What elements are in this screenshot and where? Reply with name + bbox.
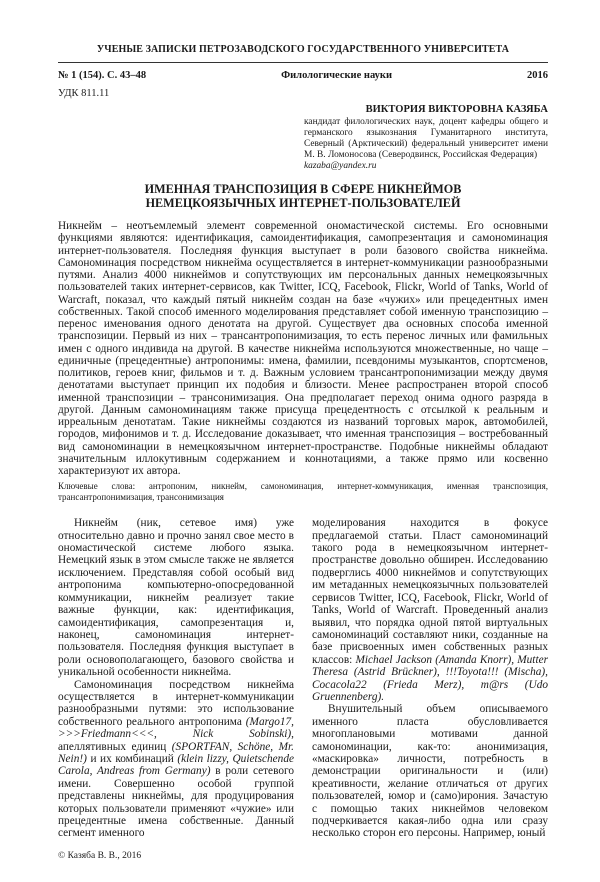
section-name: Филологические науки [281, 70, 393, 81]
example: (SPORTFAN, Schöne, Mr. Nein!) [58, 740, 294, 765]
text: моделирования находится в фокусе предлагаемой статьи. Пласт самономинаций такого рода в немецкоязычном интернет-пространстве довольно обширен. Исследованию подверглись 4000 никнеймов и сопутствующих им метаданных немецкоязычных пользователей сервисов Twitter, ICQ, Facebook, Flickr, World of Tanks, World of Warcraft. Проведенный анализ выявил, что порядка одной пятой виртуальных самономинаций составляют ники, созданные на базе присвоенных имен собственных разных классов: [312, 517, 548, 666]
header-divider [58, 62, 548, 63]
issue-info-row [58, 69, 548, 82]
article-title [58, 182, 548, 210]
author-affiliation-block [304, 117, 548, 172]
body-columns [58, 517, 548, 862]
paragraph: Никнейм (ник, сетевое имя) уже относительно давно и прочно занял свое место в ономастической системе любого языка. Немецкий язык в этом смысле также не является исключением. Представляя собой особый вид антропонима компьютерно-опосредованной коммуникации, никнейм реализует такие важные функции, как: идентификация, самоидентификация, самопрезентация и, наконец, самономинация интернет-пользователя. Последняя функция выступает в роли основополагающего, базового свойства и уникальной особенности никнейма. [58, 517, 294, 679]
text: и их комбинаций [86, 752, 178, 765]
example: (klein lizzy, Quietschende Carola, Andreas from Germany) [58, 752, 294, 778]
author-email[interactable]: kazaba@yandex.ru [304, 161, 377, 171]
paragraph [312, 517, 548, 703]
copyright: © Казяба В. В., 2016 [58, 850, 142, 861]
text: Самономинация посредством никнейма осуществляется в интернет-коммуникации разнообразными путями: это использование собственного реального антропонима [58, 678, 294, 728]
left-column [58, 517, 294, 862]
issue-number: № 1 (154). С. 43–48 [58, 70, 147, 81]
example: Michael Jackson (Amanda Knorr), Mutter Theresa (Astrid Brückner), !!!Toyota!!! (Mischa), Cocacola22 (Frieda Merz), m@rs (Udo Gruennenberg). [312, 653, 548, 703]
author-affiliation: кандидат филологических наук, доцент кафедры общего и германского языкознания Гуманитарного института, Северный (Арктический) федеральный университет имени М. В. Ломоносова (Северодвинск, Российская Федерация) [304, 117, 548, 160]
article-title-line-2: НЕМЕЦКОЯЗЫЧНЫХ ИНТЕРНЕТ-ПОЛЬЗОВАТЕЛЕЙ [145, 196, 461, 210]
author-block [304, 103, 548, 172]
text: в роли сетевого имени. Совершенно особой группой представлены никнеймы, для продуцирования которых пользователи применяют «чужие» или прецедентные имена собственные. Данный сегмент именного [58, 765, 294, 840]
author-name: ВИКТОРИЯ ВИКТОРОВНА КАЗЯБА [365, 104, 548, 115]
keywords: Ключевые слова: антропоним, никнейм, самономинация, интернет-коммуникация, именная транспозиция, трансантропонимизация, трансонимизация [58, 481, 548, 503]
paragraph: Внушительный объем описываемого именного пласта обусловливается многоплановыми мотивами данной самономинации, как-то: анонимизация, «маскировка» личности, потребность в демонстрации оригинальности и (или) креативности, желание отличаться от других пользователей, юмор и (само)ирония. Зачастую с помощью таких никнеймов человеком подчеркивается какая-либо одна или сразу несколько сторон его персоны. Например, юный [312, 703, 548, 840]
journal-title: УЧЕНЫЕ ЗАПИСКИ ПЕТРОЗАВОДСКОГО ГОСУДАРСТВЕННОГО УНИВЕРСИТЕТА [96, 44, 510, 55]
issue-year: 2016 [526, 70, 548, 81]
paragraph [58, 679, 294, 840]
text: , апеллятивных единиц [58, 728, 294, 753]
right-column [312, 517, 548, 840]
udk-code: УДК 811.11 [58, 88, 110, 99]
abstract: Никнейм – неотъемлемый элемент современной ономастической системы. Его основными функциями являются: идентификация, самоидентификация, самопрезентация и самономинация интернет-пользователя. Последняя функция выступает в роли базового свойства никнейма. Самономинация посредством никнейма осуществляется в интернет-коммуникации разнообразными путями. Анализ 4000 никнеймов и сопутствующих им персональных данных немецкоязычных пользователей таких интернет-сервисов, как Twitter, ICQ, Facebook, Flickr, World of Tanks, World of Warcraft, показал, что каждый пятый никнейм создан на базе «чужих» или прецедентных имен собственных. Такой способ именного моделирования представляет собой именную транспозицию – перенос именования одного денотата на другой. Существует два основных способа именной транспозиции. Первый из них – трансантропонимизация, то есть перенос личных или фамильных имен с одного индивида на другой. В качестве никнейма используются множественные, но чаще – единичные (прецедентные) антропонимы: имена, фамилии, псевдонимы музыкантов, спортсменов, политиков, героев книг, фильмов и т. д. Важным условием трансантропонимизации между двумя денотатами выступает принцип их подобия и близости. Менее распространен второй способ именной транспозиции – трансонимизация. Она предполагает переход онима одного разряда в другой. Данным самономинациям также присуща прецедентность с отсылкой к реальным и ирреальным денотатам. Такие никнеймы создаются из названий торговых марок, автомобилей, городов, мифонимов и т. д. Исследование доказывает, что именная транспозиция – востребованный вид самономинации в немецкоязычном интернет-пространстве. Подобные никнеймы обладают значительным иллокутивным содержанием и коннотациями, а также прямо или косвенно характеризуют их автора. [58, 220, 548, 477]
example: (Margo17, >>>Friedmann<<<, Nick Sobinski) [58, 715, 294, 741]
article-title-line-1: ИМЕННАЯ ТРАНСПОЗИЦИЯ В СФЕРЕ НИКНЕЙМОВ [144, 182, 462, 196]
